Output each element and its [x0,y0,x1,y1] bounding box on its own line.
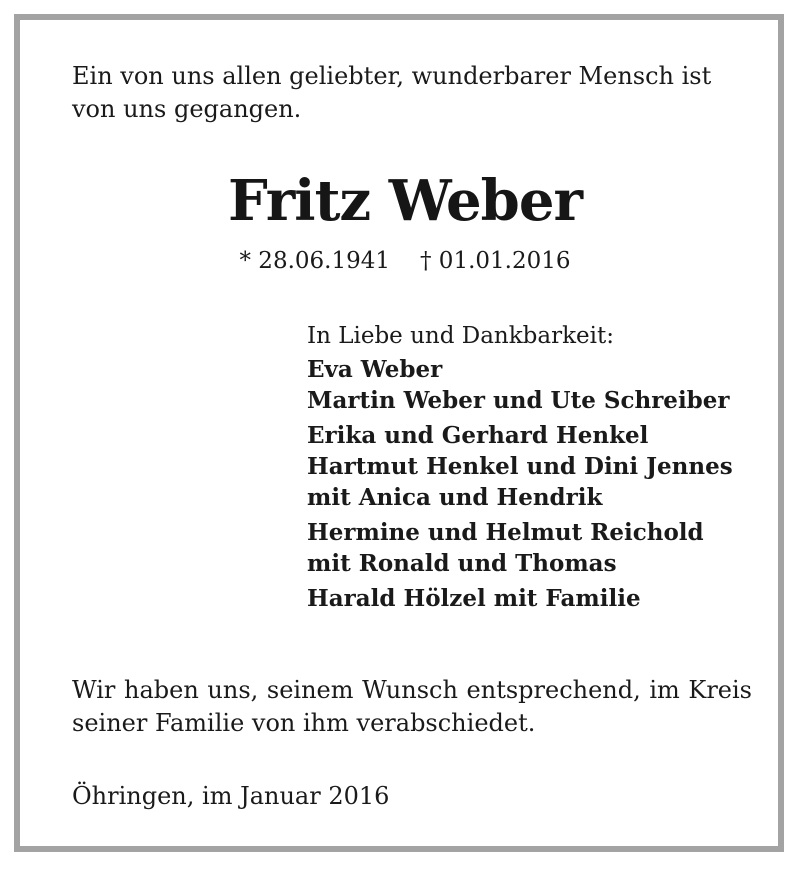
mourners-block [307,320,767,618]
mourner-line: Hermine und Helmut Reichold [307,519,704,546]
mourner-group [307,420,767,513]
closing-text: Wir haben uns, seinem Wunsch entsprechend, im Kreis seiner Familie von ihm verabschiedet. [72,676,752,737]
mourners-lead: In Liebe und Dankbarkeit: [307,323,614,349]
mourner-line: mit Anica und Hendrik [307,484,603,511]
mourner-line: Martin Weber und Ute Schreiber [307,387,730,414]
birth-date: * 28.06.1941 [239,248,390,274]
intro-text: Ein von uns allen geliebter, wunderbarer Mensch ist von uns gegangen. [72,62,712,123]
mourner-line: Eva Weber [307,356,443,383]
mourner-group [307,354,767,416]
place-and-date: Öhringen, im Januar 2016 [72,782,390,810]
mourner-line: Hartmut Henkel und Dini Jennes [307,453,733,480]
death-date: † 01.01.2016 [420,248,571,274]
mourner-group [307,517,767,579]
mourner-line: Harald Hölzel mit Familie [307,585,641,612]
mourner-line: Erika und Gerhard Henkel [307,422,649,449]
mourner-line: mit Ronald und Thomas [307,550,617,577]
obituary-frame [14,14,784,852]
life-dates [20,246,790,276]
mourner-group [307,583,767,614]
deceased-name: Fritz Weber [228,168,582,234]
